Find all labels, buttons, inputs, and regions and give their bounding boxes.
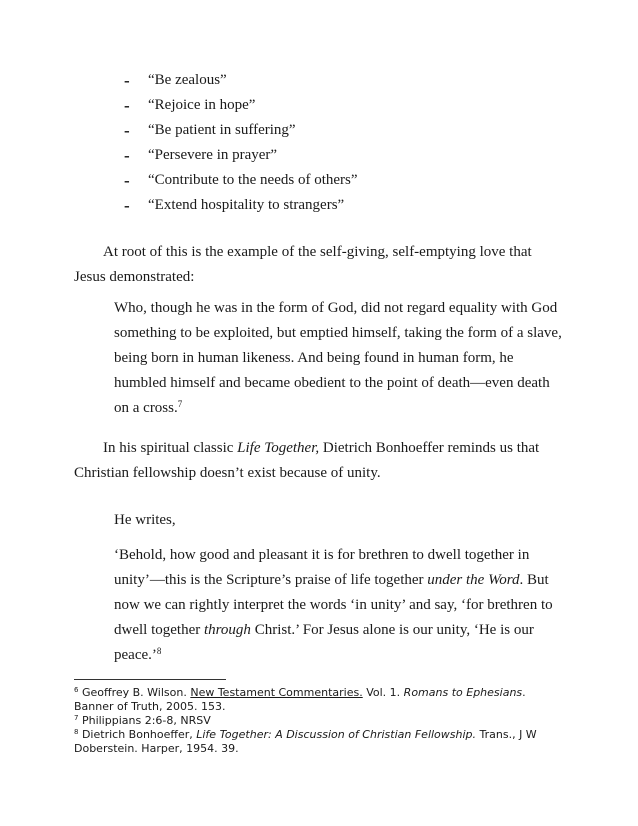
dash-marker: - — [124, 146, 130, 165]
book-title: Life Together, — [237, 440, 320, 456]
footnote-7 — [74, 714, 564, 728]
list-item — [0, 118, 638, 143]
list-item-text: “Contribute to the needs of others” — [148, 172, 358, 188]
quote-text: Who, though he was in the form of God, did not regard equality with God something to be exploited, but emptied himself, taking the form of a slave, being born in human likeness. And being found in human form, he humbled himself and became obedient to the point of death—even death on a cross. — [114, 300, 562, 416]
list-item — [0, 68, 638, 93]
footnote-number: 6 — [74, 686, 79, 694]
block-quote-philippians — [114, 296, 564, 421]
footnote-ref: 7 — [177, 399, 183, 409]
dash-marker: - — [124, 171, 130, 190]
footnote-8 — [74, 728, 564, 756]
dash-marker: - — [124, 71, 130, 90]
footnote-number: 7 — [74, 714, 79, 722]
list-item-text: “Be patient in suffering” — [148, 122, 296, 138]
paragraph-root-of-this — [74, 240, 554, 290]
paragraph-line: At root of this is the example of the self-giving, self-emptying love that — [103, 244, 532, 260]
footnote-number: 8 — [74, 728, 79, 736]
text-run: Vol. 1. — [362, 686, 404, 699]
list-item-text: “Extend hospitality to strangers” — [148, 197, 345, 213]
text-run: Geoffrey B. Wilson. — [78, 686, 191, 699]
text-run: ‘Behold, how good and pleasant it is for brethren to dwell together in unity’—this is the Scripture’s praise of life together — [114, 547, 530, 588]
italic-run: under the Word — [427, 572, 520, 588]
list-item — [0, 143, 638, 168]
text-run: Philippians 2:6-8, NRSV — [78, 714, 211, 727]
text-run: Dietrich Bonhoeffer, — [78, 728, 197, 741]
text-run: Dietrich Bonhoeffer reminds us that Christian fellowship doesn’t exist because of unity. — [74, 440, 540, 481]
footnote-separator — [74, 679, 226, 680]
list-item — [0, 93, 638, 118]
list-item — [0, 168, 638, 193]
list-item-text: “Rejoice in hope” — [148, 97, 256, 113]
text-run: . But now we can rightly interpret the words ‘in unity’ and say, ‘for brethren to dwell together — [114, 572, 553, 638]
italic-run: through — [203, 622, 251, 638]
text-run: In his spiritual classic — [103, 440, 238, 456]
footnote-ref: 8 — [156, 646, 162, 656]
dash-marker: - — [124, 96, 130, 115]
list-item — [0, 193, 638, 218]
paragraph-line: Jesus demonstrated: — [74, 269, 195, 285]
text-run: . Banner of Truth, 2005. 153. — [74, 686, 526, 713]
dash-marker: - — [124, 121, 130, 140]
paragraph-he-writes: He writes, — [114, 512, 176, 528]
footnote-6 — [74, 686, 564, 714]
book-subtitle: Romans to Ephesians — [403, 686, 523, 699]
paragraph-bonhoeffer — [74, 436, 560, 486]
list-item-text: “Persevere in prayer” — [148, 147, 278, 163]
list-item-text: “Be zealous” — [148, 72, 227, 88]
book-title: New Testament Commentaries. — [190, 686, 363, 699]
text-run: Christ.’ For Jesus alone is our unity, ‘He is our peace.’ — [114, 622, 534, 663]
book-title: Life Together: A Discussion of Christian Fellowship. — [196, 728, 477, 741]
text-run: Trans., J W Doberstein. Harper, 1954. 39. — [74, 728, 537, 755]
bullet-list — [0, 68, 638, 218]
block-quote-bonhoeffer — [114, 543, 564, 668]
dash-marker: - — [124, 196, 130, 215]
